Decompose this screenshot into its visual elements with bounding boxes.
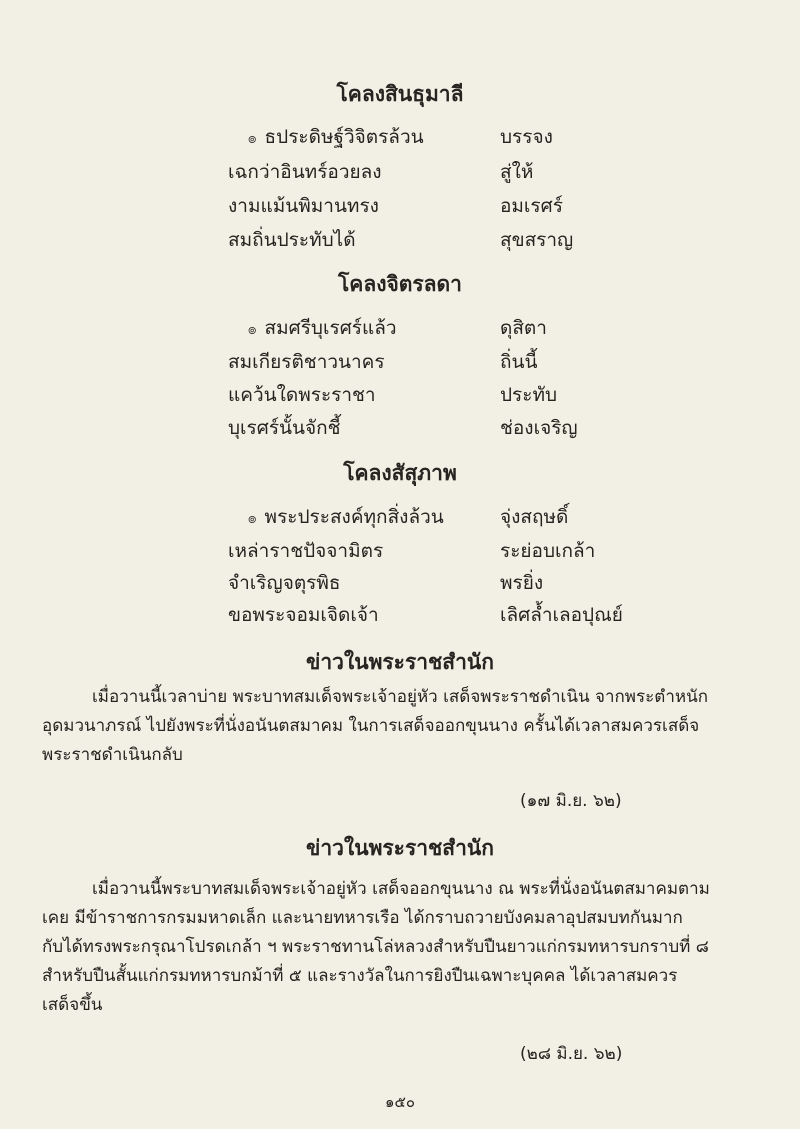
poem-line-b: พรยิ่ง: [500, 572, 544, 594]
poem-line-a: [248, 122, 424, 152]
poem-line-text: สมศรีบุเรศร์แล้ว: [264, 317, 397, 339]
poem-line-a: สมถิ่นประทับได้: [228, 229, 356, 251]
poem-line-a: บุเรศร์นั้นจักชี้: [228, 417, 341, 439]
poem-line-b: สุขสราญ: [500, 229, 574, 251]
poem-line-a: [248, 313, 397, 343]
poem-line-a: ขอพระจอมเจิดเจ้า: [228, 604, 379, 626]
news-title: ข่าวในพระราชสำนัก: [306, 650, 494, 674]
poem-line-a: งามแม้นพิมานทรง: [228, 195, 379, 217]
bullet-icon: ๏: [248, 511, 257, 527]
poem-title: โคลงจิตรลดา: [338, 272, 462, 296]
poem-line-a: เหล่าราชปัจจามิตร: [228, 540, 384, 562]
poem-line-a: เฉกว่าอินทร์อวยลง: [228, 161, 382, 183]
poem-line-b: ช่องเจริญ: [500, 417, 578, 439]
news-body: [42, 875, 784, 1020]
news-line: เสด็จขึ้น: [42, 995, 103, 1015]
poem-line-b: ประทับ: [500, 384, 558, 406]
poem-title: โคลงสัสุภาพ: [343, 461, 457, 485]
poem-line-b: ถิ่นนี้: [500, 351, 538, 373]
news-date: (๒๘ มิ.ย. ๖๒): [520, 1044, 623, 1064]
poem-line-a: จำเริญจตุรพิธ: [228, 572, 341, 594]
poem-line-a: [248, 502, 444, 532]
news-title: ข่าวในพระราชสำนัก: [306, 836, 494, 860]
poem-line-b: สู่ให้: [500, 161, 534, 183]
news-line: กับได้ทรงพระกรุณาโปรดเกล้า ฯ พระราชทานโล่หลวงสำหรับปืนยาวแก่กรมทหารบกราบที่ ๘: [42, 937, 709, 957]
poem-line-b: เลิศล้ำเลอปุณย์: [500, 604, 623, 626]
poem-line-a: สมเกียรติชาวนาคร: [228, 351, 385, 373]
news-date: (๑๗ มิ.ย. ๖๒): [520, 791, 622, 811]
bullet-icon: ๏: [248, 131, 257, 147]
news-line: สำหรับปืนสั้นแก่กรมทหารบกม้าที่ ๕ และรางวัลในการยิงปืนเฉพาะบุคคล ได้เวลาสมควร: [42, 966, 678, 986]
poem-line-b: บรรจง: [500, 126, 553, 148]
poem-line-a: แคว้นใดพระราชา: [228, 384, 376, 406]
poem-line-text: พระประสงค์ทุกสิ่งล้วน: [264, 506, 444, 528]
page-number: ๑๕๐: [384, 1093, 416, 1111]
bullet-icon: ๏: [248, 322, 257, 338]
news-body: [42, 683, 784, 770]
poem-line-text: ธประดิษฐ์วิจิตรล้วน: [264, 126, 424, 148]
poem-line-b: จุ่งสฤษดิ์: [500, 506, 569, 528]
poem-line-b: ดุสิตา: [500, 317, 547, 339]
poem-line-b: อมเรศร์: [500, 195, 563, 217]
poem-line-b: ระย่อบเกล้า: [500, 540, 596, 562]
news-line: อุดมวนาภรณ์ ไปยังพระที่นั่งอนันตสมาคม ในการเสด็จออกขุนนาง ครั้นได้เวลาสมควรเสด็จ: [42, 716, 700, 736]
news-line: เมื่อวานนี้เวลาบ่าย พระบาทสมเด็จพระเจ้าอยู่หัว เสด็จพระราชดำเนิน จากพระตำหนัก: [92, 687, 708, 707]
news-line: เมื่อวานนี้พระบาทสมเด็จพระเจ้าอยู่หัว เสด็จออกขุนนาง ณ พระที่นั่งอนันตสมาคมตาม: [92, 879, 710, 899]
news-line: เคย มีข้าราชการกรมมหาดเล็ก และนายทหารเรือ ได้กราบถวายบังคมลาอุปสมบทกันมาก: [42, 908, 683, 928]
news-line: พระราชดำเนินกลับ: [42, 745, 183, 765]
poem-title: โคลงสินธุมาลี: [336, 82, 464, 106]
